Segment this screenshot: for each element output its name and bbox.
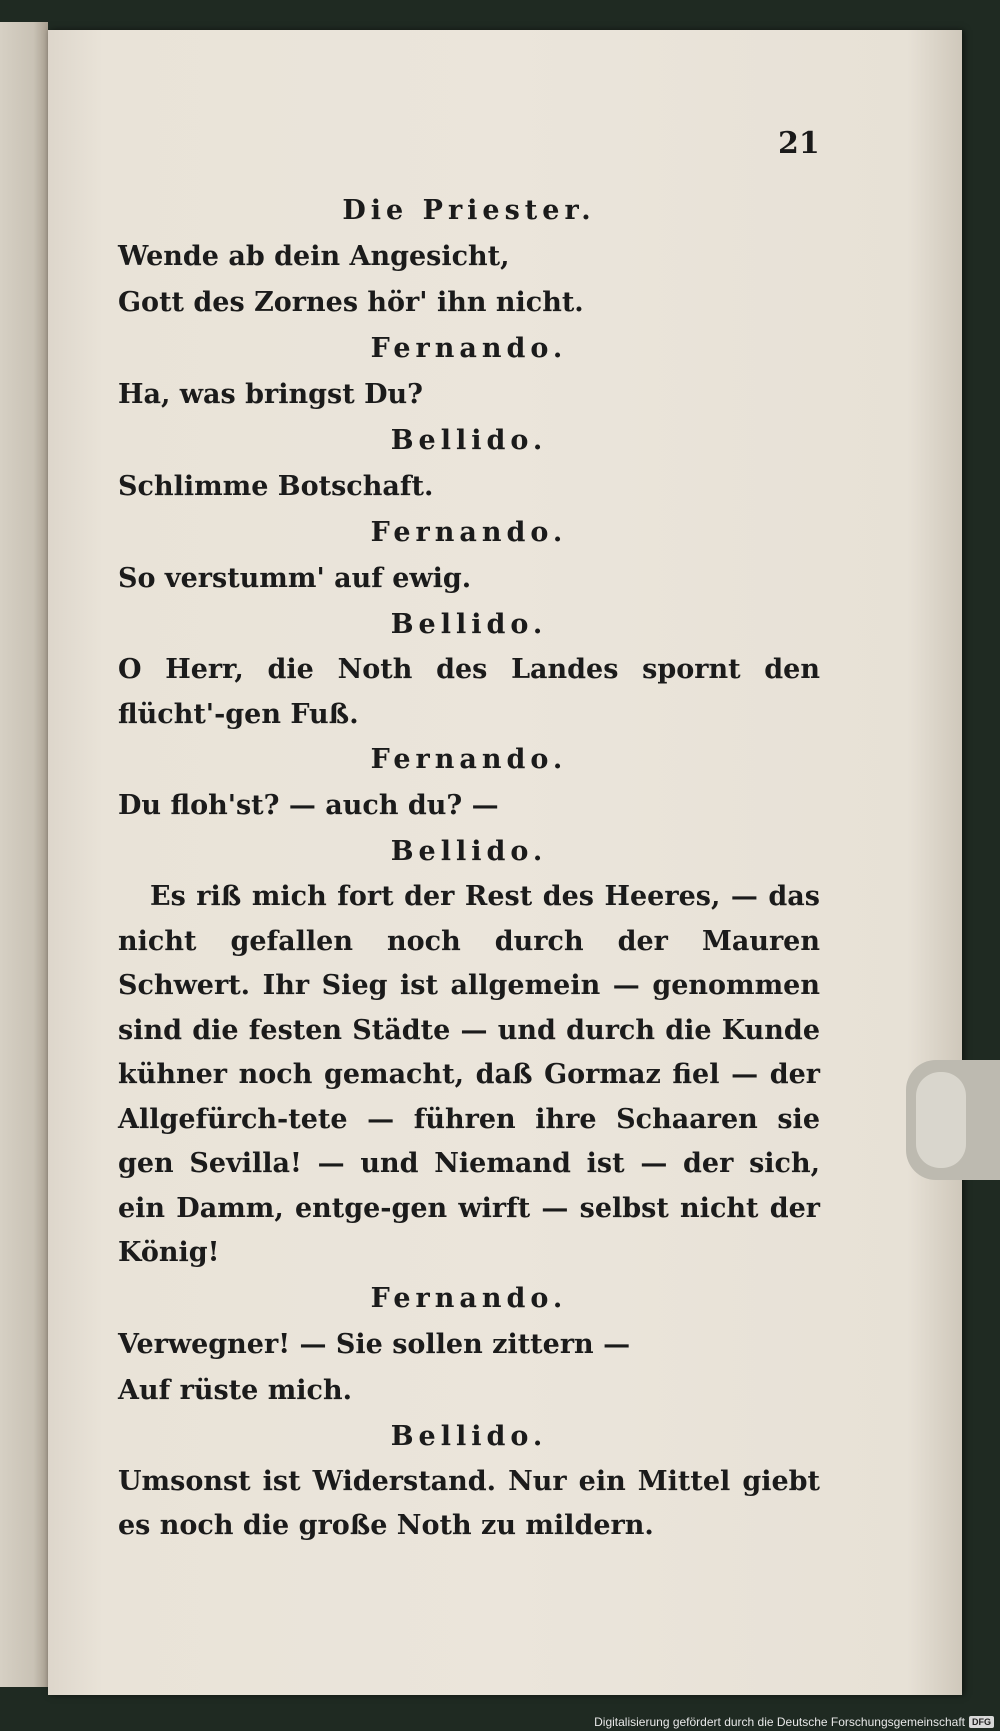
- verse-line: Wende ab dein Angesicht,: [118, 241, 510, 272]
- digitization-credit: [594, 1715, 994, 1729]
- bookmark-tab-inner: [916, 1072, 966, 1168]
- speaker-name: Fernando.: [370, 1282, 568, 1314]
- dialogue-line: Du floh'st? — auch du? —: [118, 790, 499, 821]
- speaker-name: Fernando.: [370, 744, 568, 775]
- dialogue-line: Schlimme Botschaft.: [118, 471, 434, 502]
- speaker-name: Bellido.: [390, 425, 548, 456]
- credit-text: Digitalisierung gefördert durch die Deutsche Forschungsgemeinschaft: [594, 1715, 965, 1729]
- speaker-name: Bellido.: [390, 609, 548, 640]
- facing-page-edge: [0, 22, 48, 1687]
- page-number: 21: [778, 126, 820, 161]
- speaker-name: Fernando.: [370, 333, 568, 364]
- speaker-name: Bellido.: [390, 836, 548, 867]
- dialogue-paragraph: Umsonst ist Widerstand. Nur ein Mittel giebt es noch die große Noth zu mildern.: [118, 1465, 820, 1541]
- dfg-logo-icon: DFG: [969, 1716, 994, 1728]
- dialogue-paragraph: Es riß mich fort der Rest des Heeres, — das nicht gefallen noch durch der Mauren Schwert. Ihr Sieg ist allgemein — genommen sind die festen Städte — und durch die Kunde kühner noch gemacht, daß Gormaz fiel — der Allgefürch-tete — führen ihre Schaaren sie gen Sevilla! — und Niemand ist — der sich, ein Damm, entge-gen wirft — selbst nicht der König!: [118, 881, 820, 1268]
- dialogue-line: So verstumm' auf ewig.: [118, 563, 472, 594]
- dialogue-line: Auf rüste mich.: [118, 1374, 352, 1406]
- speaker-name: Bellido.: [390, 1420, 548, 1452]
- verse-line: Gott des Zornes hör' ihn nicht.: [118, 287, 584, 318]
- dialogue-paragraph: O Herr, die Noth des Landes spornt den flücht'-gen Fuß.: [118, 654, 820, 730]
- dialogue-line: Ha, was bringst Du?: [118, 379, 423, 410]
- play-text: [118, 188, 820, 1549]
- dialogue-line: Verwegner! — Sie sollen zittern —: [118, 1328, 631, 1360]
- speaker-name: Fernando.: [370, 517, 568, 548]
- speaker-name: Die Priester.: [342, 195, 596, 226]
